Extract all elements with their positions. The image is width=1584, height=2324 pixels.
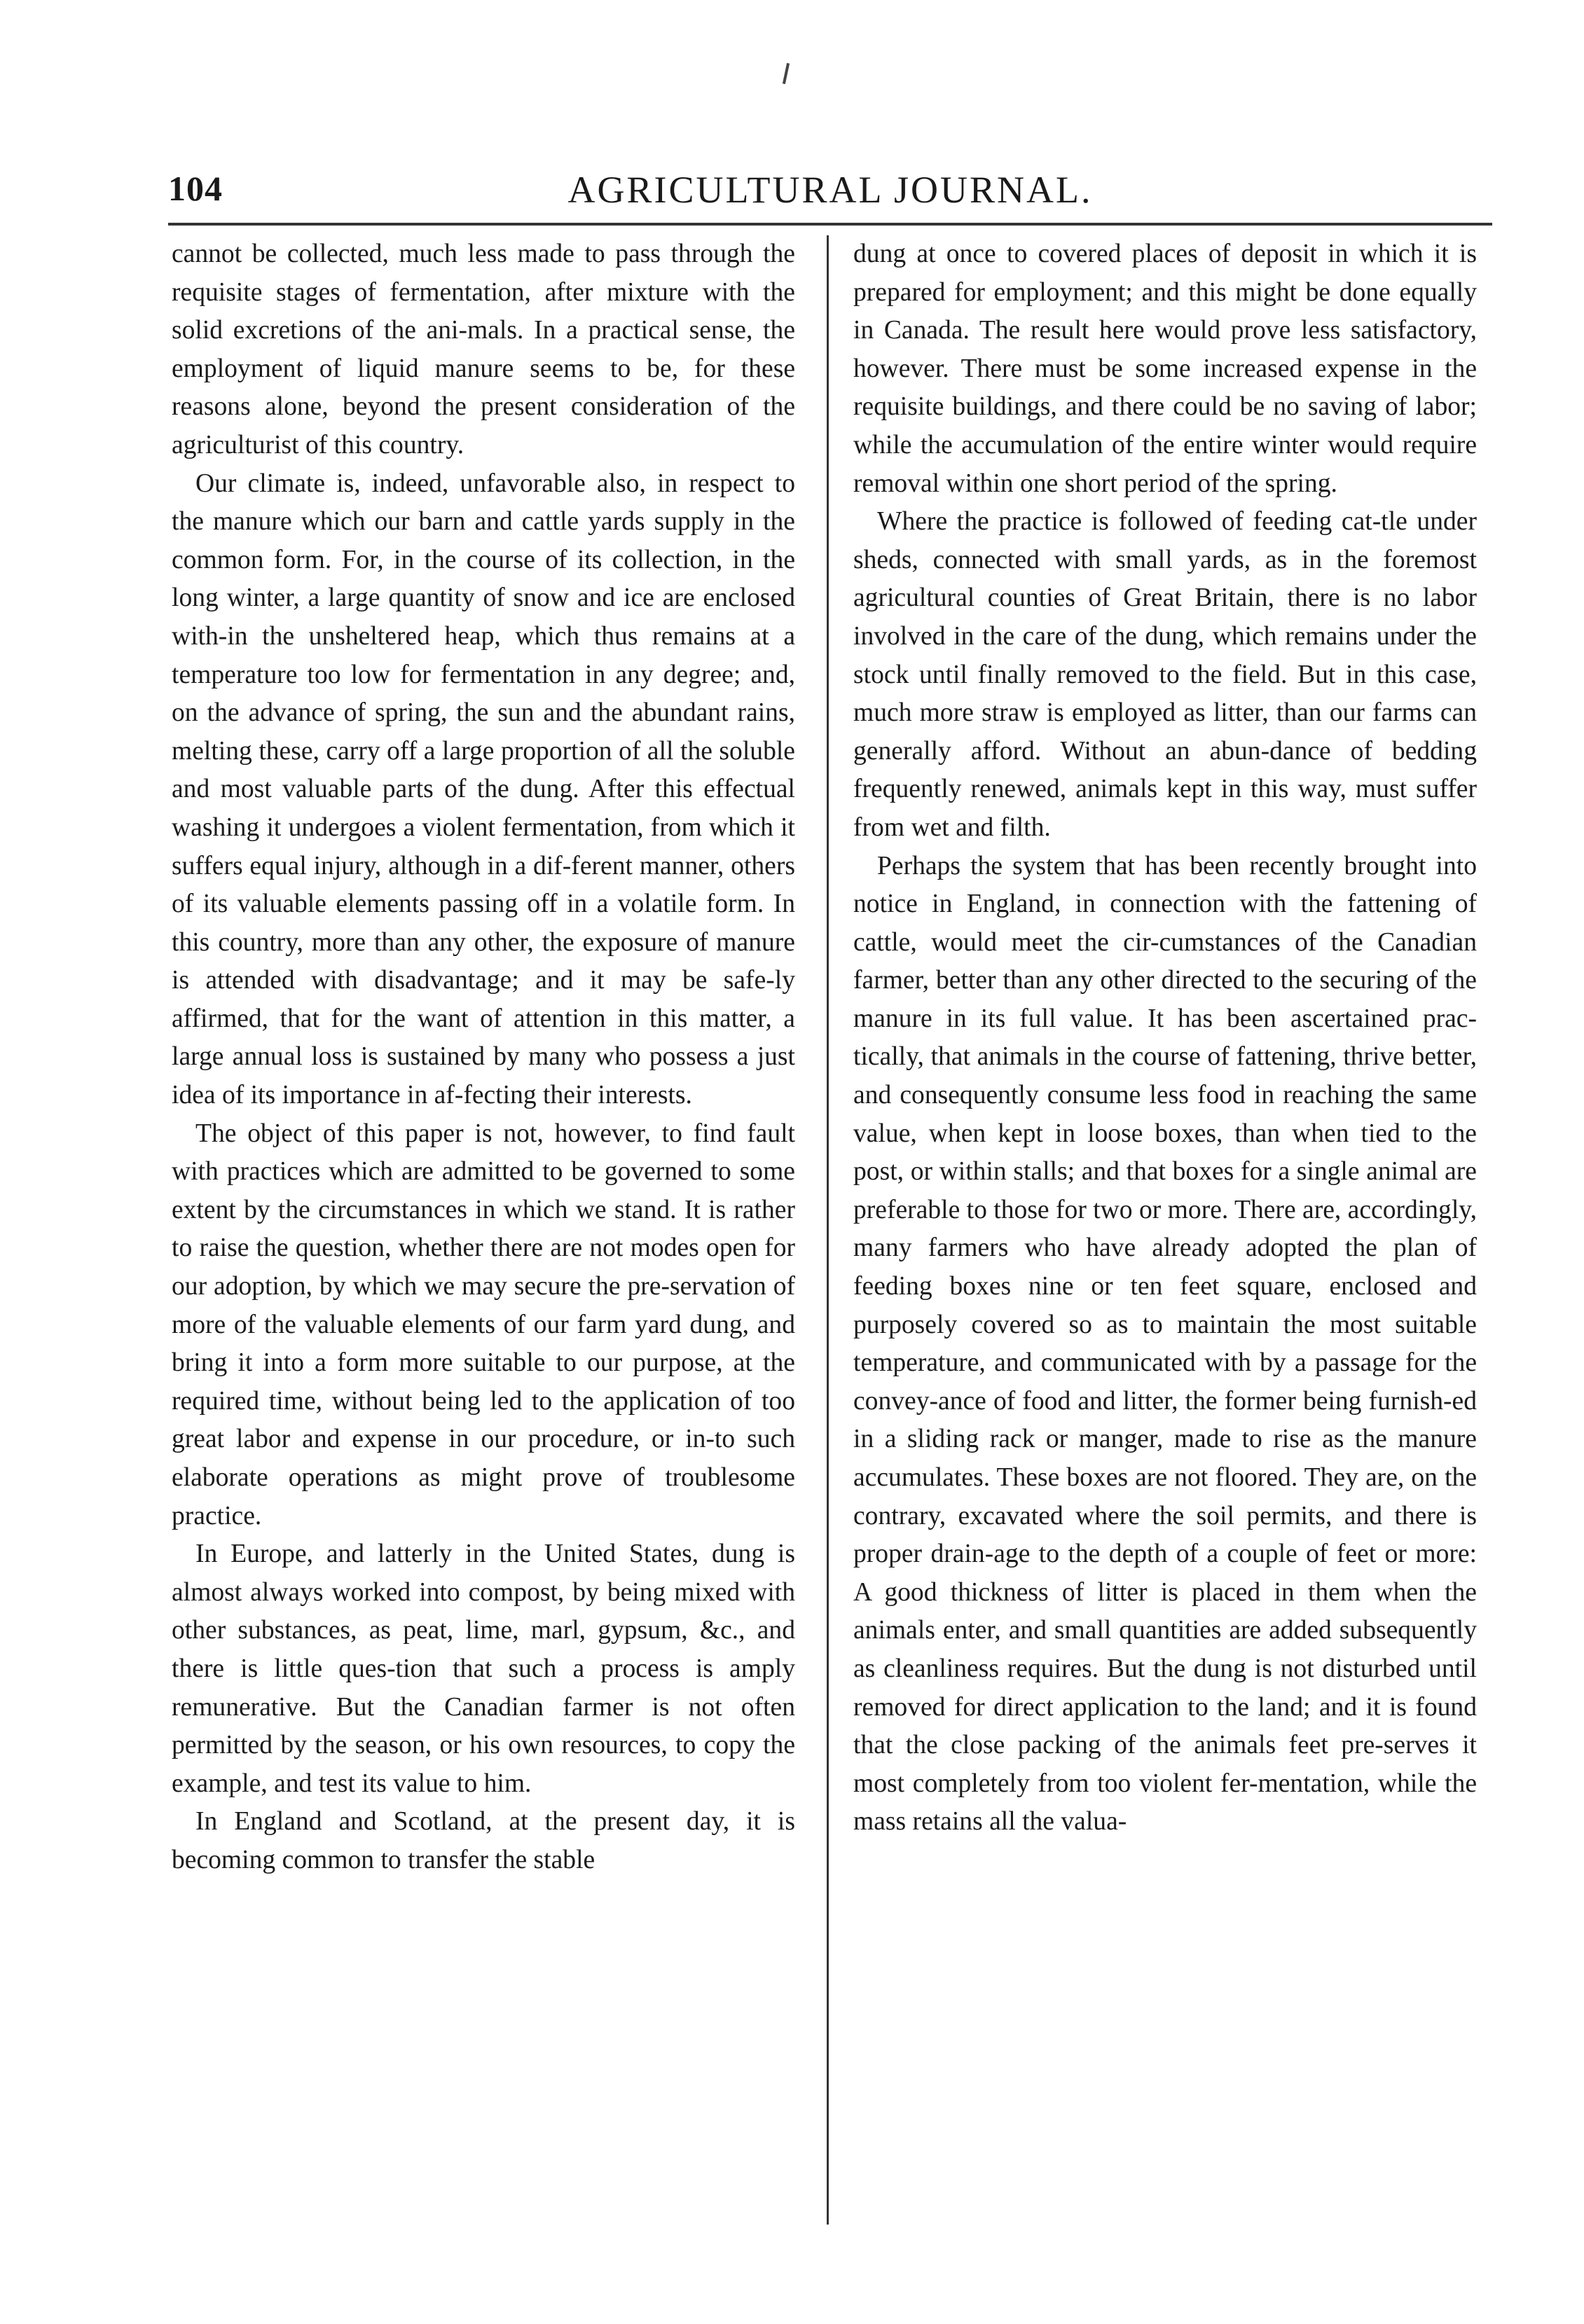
left-column xyxy=(172,235,795,1880)
left-paragraph-2: Our climate is, indeed, unfavorable also, in respect to the manure which our barn and cattle yards supply in the common form. For, in the course of its collection, in the long winter, a large quantity of snow and ice are enclosed with-in the unsheltered heap, which thus remains at a temperature too low for fermentation in any degree; and, on the advance of spring, the sun and the abundant rains, melting these, carry off a large proportion of all the soluble and most valuable parts of the dung. After this effectual washing it undergoes a violent fermentation, from which it suffers equal injury, although in a dif-ferent manner, others of its valuable elements passing off in a volatile form. In this country, more than any other, the exposure of manure is attended with disadvantage; and it may be safe-ly affirmed, that for the want of attention in this matter, a large annual loss is sustained by many who possess a just idea of its importance in af-fecting their interests. xyxy=(172,469,795,1110)
right-paragraph-3: Perhaps the system that has been recently brought into notice in England, in connection with the fattening of cattle, would meet the cir-cumstances of the Canadian farmer, better than any other directed to the securing of the manure in its full value. It has been ascertained prac-tically, that animals in the course of fattening, thrive better, and consequently consume less food in reaching the same value, when kept in loose boxes, than when tied to the post, or within stalls; and that boxes for a single animal are preferable to those for two or more. There are, accordingly, many farmers who have already adopted the plan of feeding boxes nine or ten feet square, enclosed and purposely covered so as to maintain the most suitable temperature, and communicated with by a passage for the convey-ance of food and litter, the former being furnish-ed in a sliding rack or manger, made to rise as the manure accumulates. These boxes are not floored. They are, on the contrary, excavated where the soil permits, and there is proper drain-age to the depth of a couple of feet or more: A good thickness of litter is placed in them when the animals enter, and small quantities are added subsequently as cleanliness requires. But the dung is not disturbed until removed for direct application to the land; and it is found that the close packing of the animals feet pre-serves it most completely from too violent fer-mentation, while the mass retains all the valua- xyxy=(853,851,1478,1837)
right-paragraph-1: dung at once to covered places of deposit in which it is prepared for employment; and this might be done equally in Canada. The result here would prove less satisfactory, however. There must be some increased expense in the requisite buildings, and there could be no saving of labor; while the accumulation of the entire winter would require removal within one short period of the spring. xyxy=(853,240,1477,498)
right-paragraph-2: Where the practice is followed of feeding cat-tle under sheds, connected with small yards, as in the foremost agricultural counties of Great Britain, there is no labor involved in the care of the dung, which remains under the stock until finally removed to the field. But in this case, much more straw is employed as litter, than our farms can generally afford. Without an abun-dance of bedding frequently renewed, animals kept in this way, must suffer from wet and filth. xyxy=(853,507,1477,842)
left-paragraph-4: In Europe, and latterly in the United States, dung is almost always worked into compost, by being mixed with other substances, as peat, lime, marl, gypsum, &c., and there is little ques-tion that such a process is amply remunerative. But the Canadian farmer is not often permitted by the season, or his own resources, to copy the example, and test its value to him. xyxy=(172,1540,795,1798)
page-header xyxy=(168,168,1492,217)
header-rule xyxy=(168,223,1492,226)
right-column xyxy=(853,235,1477,1841)
stray-ink-mark xyxy=(783,63,790,84)
page-number: 104 xyxy=(168,169,223,208)
left-paragraph-3: The object of this paper is not, however, to find fault with practices which are admitted to be governed to some extent by the circumstances in which we stand. It is rather to raise the question, whether there are not modes open for our adoption, by which we may secure the pre-servation of more of the valuable elements of our farm yard dung, and bring it into a form more suitable to our purpose, at the required time, without being led to the application of too great labor and expense in our procedure, or in-to such elaborate operations as might prove of troublesome practice. xyxy=(172,1119,795,1530)
left-paragraph-5: In England and Scotland, at the present day, it is becoming common to transfer the stable xyxy=(172,1807,795,1874)
running-title: AGRICULTURAL JOURNAL. xyxy=(567,169,1093,211)
column-divider xyxy=(827,235,829,2225)
left-paragraph-1: cannot be collected, much less made to pass through the requisite stages of fermentation, after mixture with the solid excretions of the ani-mals. In a practical sense, the employment of liquid manure seems to be, for these reasons alone, beyond the present consideration of the agriculturist of this country. xyxy=(172,240,795,459)
